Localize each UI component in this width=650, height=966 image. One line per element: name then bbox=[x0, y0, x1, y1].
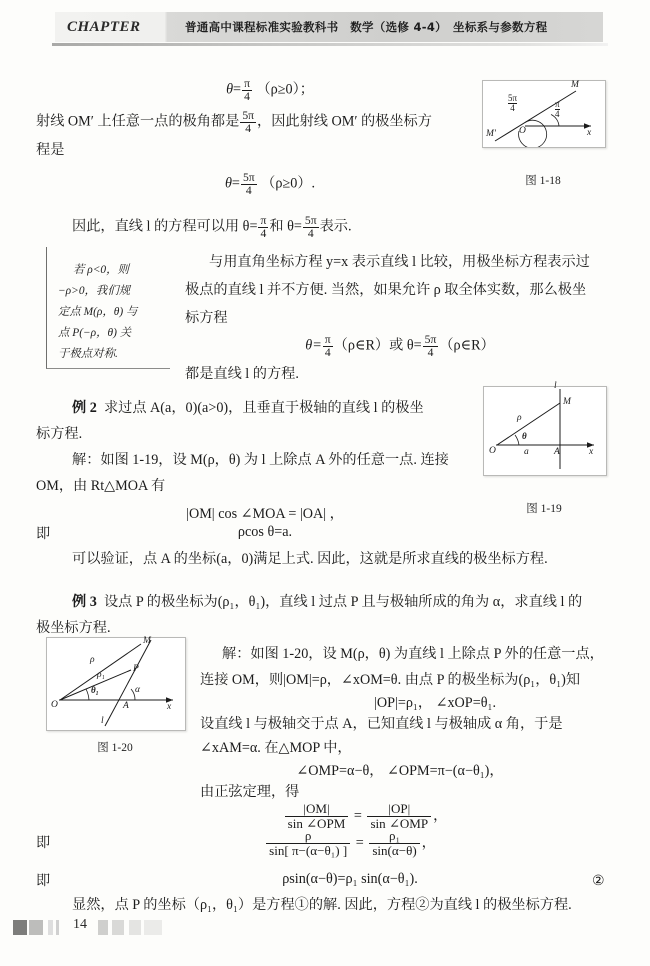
fig119-label-rho: ρ bbox=[517, 413, 522, 423]
margin-note-line-2: −ρ>0，我们规 bbox=[58, 285, 131, 297]
paragraph-ray-line1 bbox=[36, 110, 432, 135]
eq1-cond: （ρ≥0）； bbox=[256, 81, 314, 98]
fig120-label-M: M bbox=[143, 636, 151, 646]
fig120-label-rho1: ρ₁ bbox=[97, 670, 105, 680]
equation-theta-rho-in-R bbox=[250, 334, 550, 359]
example-2-line2: 标方程. bbox=[36, 426, 83, 442]
example-2-line5: 可以验证，点 A 的坐标(a，0)满足上式. 因此，这就是所求直线的极坐标方程. bbox=[72, 551, 548, 567]
eq3-f2-den: 4 bbox=[423, 346, 439, 359]
figure-1-20 bbox=[46, 637, 186, 731]
fig119-label-x: x bbox=[589, 447, 594, 457]
figure-1-19 bbox=[483, 381, 607, 476]
figure-1-20-drawing bbox=[47, 638, 185, 730]
eq3-den-right: sin(α−θ) bbox=[369, 843, 419, 858]
example-2-line4: OM，由 Rt△MOA 有 bbox=[36, 478, 166, 494]
eq1-num: π bbox=[244, 77, 250, 90]
eq3-mid: （ρ∈R）或 θ= bbox=[333, 337, 422, 354]
page-header bbox=[55, 12, 603, 42]
fig120-label-alpha: α bbox=[135, 685, 140, 695]
eq3-f1-num: π bbox=[324, 333, 331, 346]
example-3-sine-rule bbox=[200, 802, 530, 831]
eq3-equals: = bbox=[355, 835, 364, 851]
footer-block-6 bbox=[112, 920, 124, 935]
example-3-line3: 解：如图 1-20，设 M(ρ，θ) 为直线 l 上除点 P 外的任意一点， bbox=[222, 646, 604, 662]
eq3-frac-left bbox=[266, 829, 350, 858]
margin-note-line-5: 于极点对称. bbox=[58, 348, 118, 360]
example-2-tag: 例 2 bbox=[72, 400, 97, 416]
header-rule bbox=[52, 43, 608, 46]
fig118-angle-5pi-4 bbox=[508, 94, 517, 114]
margin-note bbox=[46, 247, 170, 369]
sine-comma: ， bbox=[433, 808, 448, 824]
therefore-a: 因此，直线 l 的方程可以用 θ= bbox=[72, 218, 258, 235]
example-3-text1: 设点 P 的极坐标为(ρ₁，θ₁)，直线 l 过点 P 且与极轴所成的角为 α，求直线 l 的 bbox=[103, 594, 583, 610]
fig118-angle-pi-num: π bbox=[555, 99, 560, 109]
figure-1-20-caption: 图 1-20 bbox=[97, 742, 133, 754]
eq1-den: 4 bbox=[242, 90, 252, 103]
eq3-den-left: sin[ π−(α−θ₁) ] bbox=[266, 843, 350, 858]
example-3-equation-2: ∠OMP=α−θ， ∠OPM=π−(α−θ₁)， bbox=[296, 763, 504, 779]
fig120-label-rho: ρ bbox=[90, 655, 95, 665]
eq3-f2-num: 5π bbox=[424, 333, 437, 346]
example-3-ji-label-1: 即 bbox=[36, 835, 51, 851]
sine-num-left: |OM| bbox=[303, 801, 330, 816]
therefore-c: 表示. bbox=[319, 218, 352, 235]
fig120-label-l-bottom: l bbox=[101, 716, 104, 726]
ray-text-a: 射线 OM′ 上任意一点的极角都是 bbox=[36, 113, 240, 130]
margin-note-line-3: 定点 M(ρ，θ) 与 bbox=[58, 306, 138, 318]
eq3-frac-right bbox=[369, 829, 419, 858]
footer-block-7 bbox=[129, 920, 141, 935]
footer-block-8 bbox=[144, 920, 162, 935]
sine-den-left: sin ∠OPM bbox=[285, 816, 349, 831]
figure-1-19-caption: 图 1-19 bbox=[526, 503, 562, 515]
ray-text-b: ，因此射线 OM′ 的极坐标方 bbox=[257, 113, 432, 130]
example-3-line4: 连接 OM，则|OM|=ρ，∠xOM=θ. 由点 P 的极坐标为(ρ₁，θ₁)知 bbox=[200, 672, 581, 688]
figure-1-18 bbox=[482, 80, 606, 148]
example-3-line5: 设直线 l 与极轴交于点 A，已知直线 l 与极轴成 α 角，于是 bbox=[200, 716, 563, 732]
fig118-label-M: M bbox=[571, 80, 579, 90]
therefore-b: 和 θ= bbox=[269, 218, 302, 235]
paragraph-compare-line3: 标方程 bbox=[185, 310, 228, 326]
fig120-label-O: O bbox=[51, 700, 58, 710]
fig118-angle-pi-4 bbox=[555, 100, 560, 120]
paragraph-therefore bbox=[72, 215, 352, 240]
eq3-comma: ， bbox=[421, 835, 436, 851]
paragraph-compare-line2: 极点的直线 l 并不方便. 当然，如果允许 ρ 取全体实数，那么极坐 bbox=[185, 282, 587, 298]
example-2-ji-label: 即 bbox=[36, 526, 51, 542]
sine-frac-right bbox=[367, 802, 431, 831]
fig118-label-x: x bbox=[587, 128, 592, 138]
equation-theta-5pi-over-4: θ= $\frac{5\pi}{4}$ （ρ≥0）. bbox=[224, 171, 316, 197]
fig119-label-A: A bbox=[554, 447, 560, 457]
eq3-right: （ρ∈R） bbox=[439, 337, 495, 354]
therefore-f2-num: 5π bbox=[304, 214, 317, 227]
example-2-line1 bbox=[72, 398, 424, 419]
paragraph-both-are-equations: 都是直线 l 的方程. bbox=[185, 366, 299, 382]
example-3-equation-4: ρsin(α−θ)=ρ₁ sin(α−θ₁). bbox=[282, 871, 418, 887]
therefore-f1-den: 4 bbox=[258, 227, 268, 240]
example-3-equation-1: |OP|=ρ₁， ∠xOP=θ₁. bbox=[374, 695, 496, 711]
example-3-line6: ∠xAM=α. 在△MOP 中， bbox=[200, 740, 352, 756]
footer-block-5 bbox=[98, 920, 108, 935]
fig119-label-M: M bbox=[563, 397, 571, 407]
eq2-num: 5π bbox=[242, 171, 255, 184]
eq3-num-left: ρ bbox=[304, 828, 312, 843]
sine-den-right: sin ∠OMP bbox=[367, 816, 431, 831]
fig120-label-P: P bbox=[133, 664, 139, 674]
example-3-equation-4-number: ② bbox=[592, 873, 605, 889]
chapter-label: CHAPTER bbox=[67, 18, 141, 35]
sine-equals: = bbox=[353, 808, 362, 824]
footer-block-3 bbox=[48, 920, 53, 935]
therefore-f1-num: π bbox=[260, 214, 267, 227]
example-2-text1: 求过点 A(a，0)(a>0)，且垂直于极轴的直线 l 的极坐 bbox=[103, 400, 424, 416]
example-3-line1 bbox=[72, 592, 582, 613]
fig118-angle-pi-den: 4 bbox=[555, 109, 560, 120]
sine-num-right: |OP| bbox=[388, 801, 411, 816]
example-3-equation-3 bbox=[185, 829, 515, 858]
example-2-line3: 解：如图 1-19，设 M(ρ，θ) 为 l 上除点 A 外的任意一点. 连接 bbox=[72, 452, 449, 468]
figure-1-19-drawing bbox=[484, 387, 606, 475]
example-2-equation-2: ρcos θ=a. bbox=[237, 524, 293, 540]
fig119-label-l: l bbox=[554, 381, 557, 391]
example-2-equation-1: |OM| cos ∠MOA = |OA| ， bbox=[186, 506, 344, 522]
example-3-line2: 极坐标方程. bbox=[36, 620, 111, 636]
footer-block-1 bbox=[13, 920, 27, 935]
footer-block-4 bbox=[56, 920, 59, 935]
fig118-angle-5pi-den: 4 bbox=[508, 103, 517, 113]
eq2-den: 4 bbox=[241, 184, 257, 197]
example-3-line7: 由正弦定理，得 bbox=[200, 784, 300, 800]
fig118-angle-5pi-num: 5π bbox=[508, 93, 518, 103]
fig119-label-a: a bbox=[524, 447, 529, 457]
eq2-cond: （ρ≥0）. bbox=[261, 175, 316, 192]
ray-frac-den: 4 bbox=[240, 122, 256, 135]
therefore-f2-den: 4 bbox=[303, 227, 319, 240]
margin-note-line-1: 若 ρ<0，则 bbox=[73, 264, 129, 276]
fig119-label-theta: θ bbox=[522, 431, 527, 441]
footer-block-2 bbox=[29, 920, 43, 935]
example-3-ji-label-2: 即 bbox=[36, 873, 51, 889]
paragraph-ray-line2: 程是 bbox=[36, 142, 65, 158]
eq3-left: θ= bbox=[305, 337, 322, 354]
page-number: 14 bbox=[73, 917, 87, 932]
margin-note-line-4: 点 P(−ρ，θ) 关 bbox=[58, 327, 132, 339]
eq3-num-right: ρ₁ bbox=[388, 828, 401, 843]
example-3-line8: 显然，点 P 的坐标（ρ₁，θ₁）是方程①的解. 因此，方程②为直线 l 的极坐标方程. bbox=[72, 897, 572, 913]
fig118-label-M-prime: M′ bbox=[486, 129, 496, 139]
sine-frac-left bbox=[285, 802, 349, 831]
paragraph-compare-line1: 与用直角坐标方程 y=x 表示直线 l 比较，用极坐标方程表示过 bbox=[209, 254, 590, 270]
fig120-label-x: x bbox=[167, 702, 172, 712]
ray-frac-num: 5π bbox=[242, 109, 254, 122]
header-title: 普通高中课程标准实验教科书 数学（选修 4-4） 坐标系与参数方程 bbox=[185, 20, 548, 34]
example-3-tag: 例 3 bbox=[72, 594, 97, 610]
fig119-label-O: O bbox=[489, 446, 496, 456]
eq3-f1-den: 4 bbox=[323, 346, 333, 359]
fig120-label-theta1: θ₁ bbox=[91, 685, 99, 695]
fig118-label-O: O bbox=[519, 126, 526, 136]
fig120-label-A: A bbox=[123, 701, 129, 711]
equation-theta-pi-over-4: θ= $\frac{\pi}{4}$ （ρ≥0）； bbox=[226, 77, 314, 103]
figure-1-18-caption: 图 1-18 bbox=[525, 175, 561, 187]
